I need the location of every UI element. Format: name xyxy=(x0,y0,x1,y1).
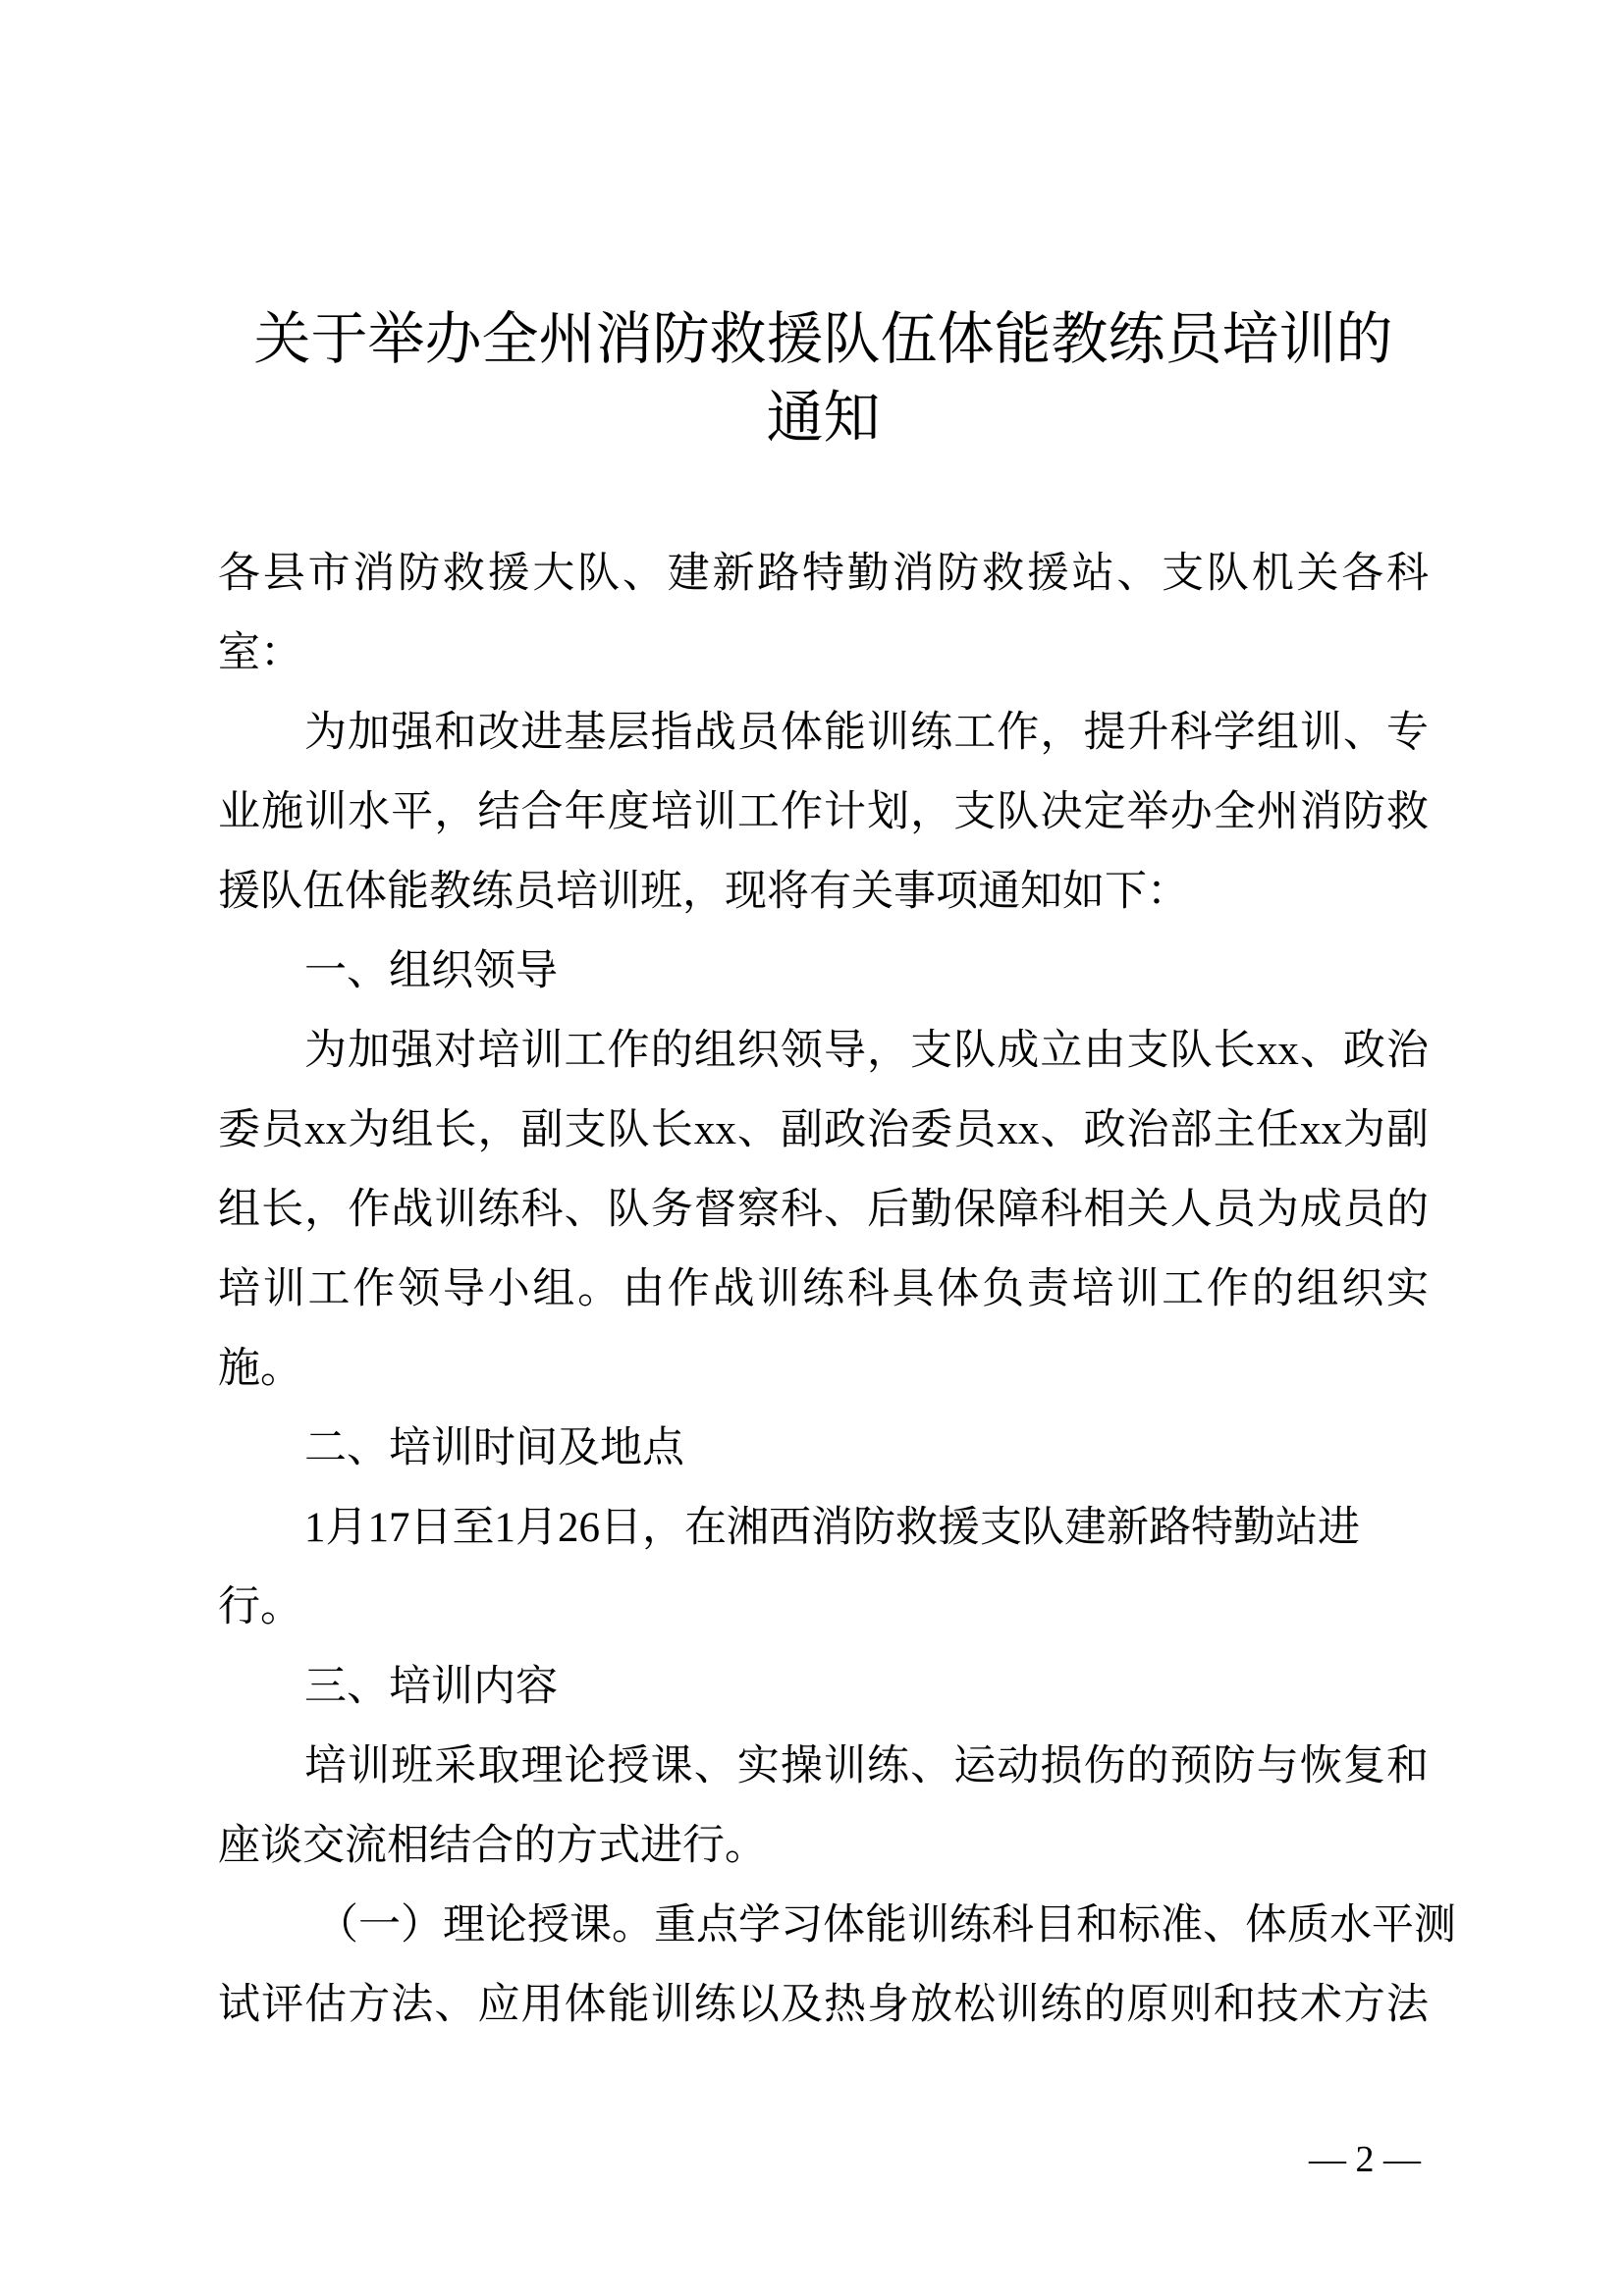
body-line: 一、组织领导 xyxy=(304,948,558,994)
body-line: 为加强对培训工作的组织领导，支队成立由支队长xx、政治 xyxy=(304,1028,1429,1074)
body-line: （一）理论授课。重点学习体能训练科目和标准、体质水平测 xyxy=(316,1902,1456,1949)
body-line: 组长，作战训练科、队务督察科、后勤保障科相关人员为成员的 xyxy=(218,1187,1429,1233)
body-line: 三、培训内容 xyxy=(304,1664,558,1710)
document-title-line-2: 通知 xyxy=(766,384,881,451)
body-line: 培训工作领导小组。由作战训练科具体负责培训工作的组织实 xyxy=(218,1266,1429,1312)
body-line: 各县市消防救援大队、建新路特勤消防救援站、支队机关各科 xyxy=(218,551,1429,597)
body-line: 培训班采取理论授课、实操训练、运动损伤的预防与恢复和 xyxy=(304,1743,1429,1789)
body-line: 1月17日至1月26日，在湘西消防救援支队建新路特勤站进 xyxy=(304,1505,1360,1551)
page-number: — 2 — xyxy=(1309,2139,1421,2180)
document-title-line-1: 关于举办全州消防救援队伍体能教练员培训的 xyxy=(253,305,1393,372)
body-line: 委员xx为组长，副支队长xx、副政治委员xx、政治部主任xx为副 xyxy=(218,1107,1429,1153)
body-line: 援队伍体能教练员培训班，现将有关事项通知如下： xyxy=(218,869,1189,915)
body-line: 为加强和改进基层指战员体能训练工作，提升科学组训、专 xyxy=(304,710,1429,756)
body-line: 行。 xyxy=(218,1584,302,1630)
body-line: 室： xyxy=(218,630,302,676)
body-line: 二、培训时间及地点 xyxy=(304,1425,684,1471)
body-line: 试评估方法、应用体能训练以及热身放松训练的原则和技术方法 xyxy=(218,1982,1429,2028)
body-line: 施。 xyxy=(218,1346,302,1392)
body-line: 业施训水平，结合年度培训工作计划，支队决定举办全州消防救 xyxy=(218,789,1429,835)
body-line: 座谈交流相结合的方式进行。 xyxy=(218,1823,767,1869)
